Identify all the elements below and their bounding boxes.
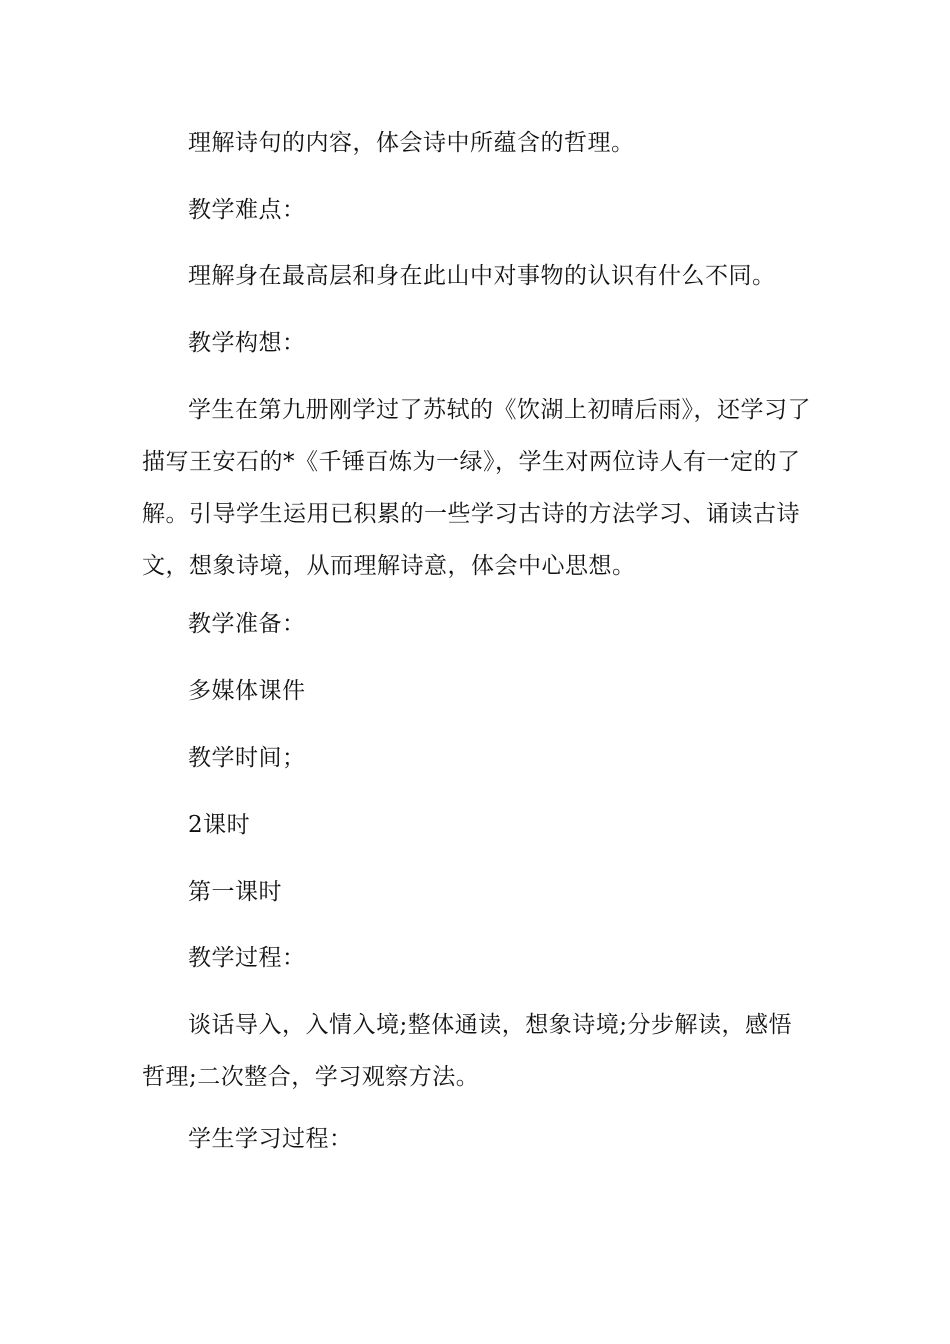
heading-teaching-time: 教学时间； bbox=[188, 745, 306, 771]
heading-student-learning-process: 学生学习过程： bbox=[188, 1126, 353, 1152]
paragraph-difficulty: 理解身在最高层和身在此山中对事物的认识有什么不同。 bbox=[188, 263, 776, 289]
heading-teaching-process: 教学过程： bbox=[188, 945, 306, 971]
paragraph-teaching-concept: 学生在第九册刚学过了苏轼的《饮湖上初晴后雨》，还学习了描写王安石的*《千锤百炼为一绿》，学生对两位诗人有一定的了解。引导学生运用已积累的一些学习古诗的方法学习、诵读古诗文，想象诗境，从而理解诗意，体会中心思想。 bbox=[142, 397, 811, 579]
heading-teaching-preparation: 教学准备： bbox=[188, 611, 306, 637]
heading-teaching-concept: 教学构想： bbox=[188, 330, 306, 356]
paragraph-key-point: 理解诗句的内容，体会诗中所蕴含的哲理。 bbox=[188, 130, 635, 156]
heading-first-lesson: 第一课时 bbox=[188, 879, 282, 905]
paragraph-class-hours: 2课时 bbox=[188, 812, 251, 838]
heading-teaching-difficulty: 教学难点： bbox=[188, 197, 306, 223]
paragraph-process-steps: 谈话导入，入情入境;整体通读，想象诗境;分步解读，感悟哲理;二次整合，学习观察方法。 bbox=[142, 1012, 792, 1090]
paragraph-multimedia: 多媒体课件 bbox=[188, 678, 306, 704]
